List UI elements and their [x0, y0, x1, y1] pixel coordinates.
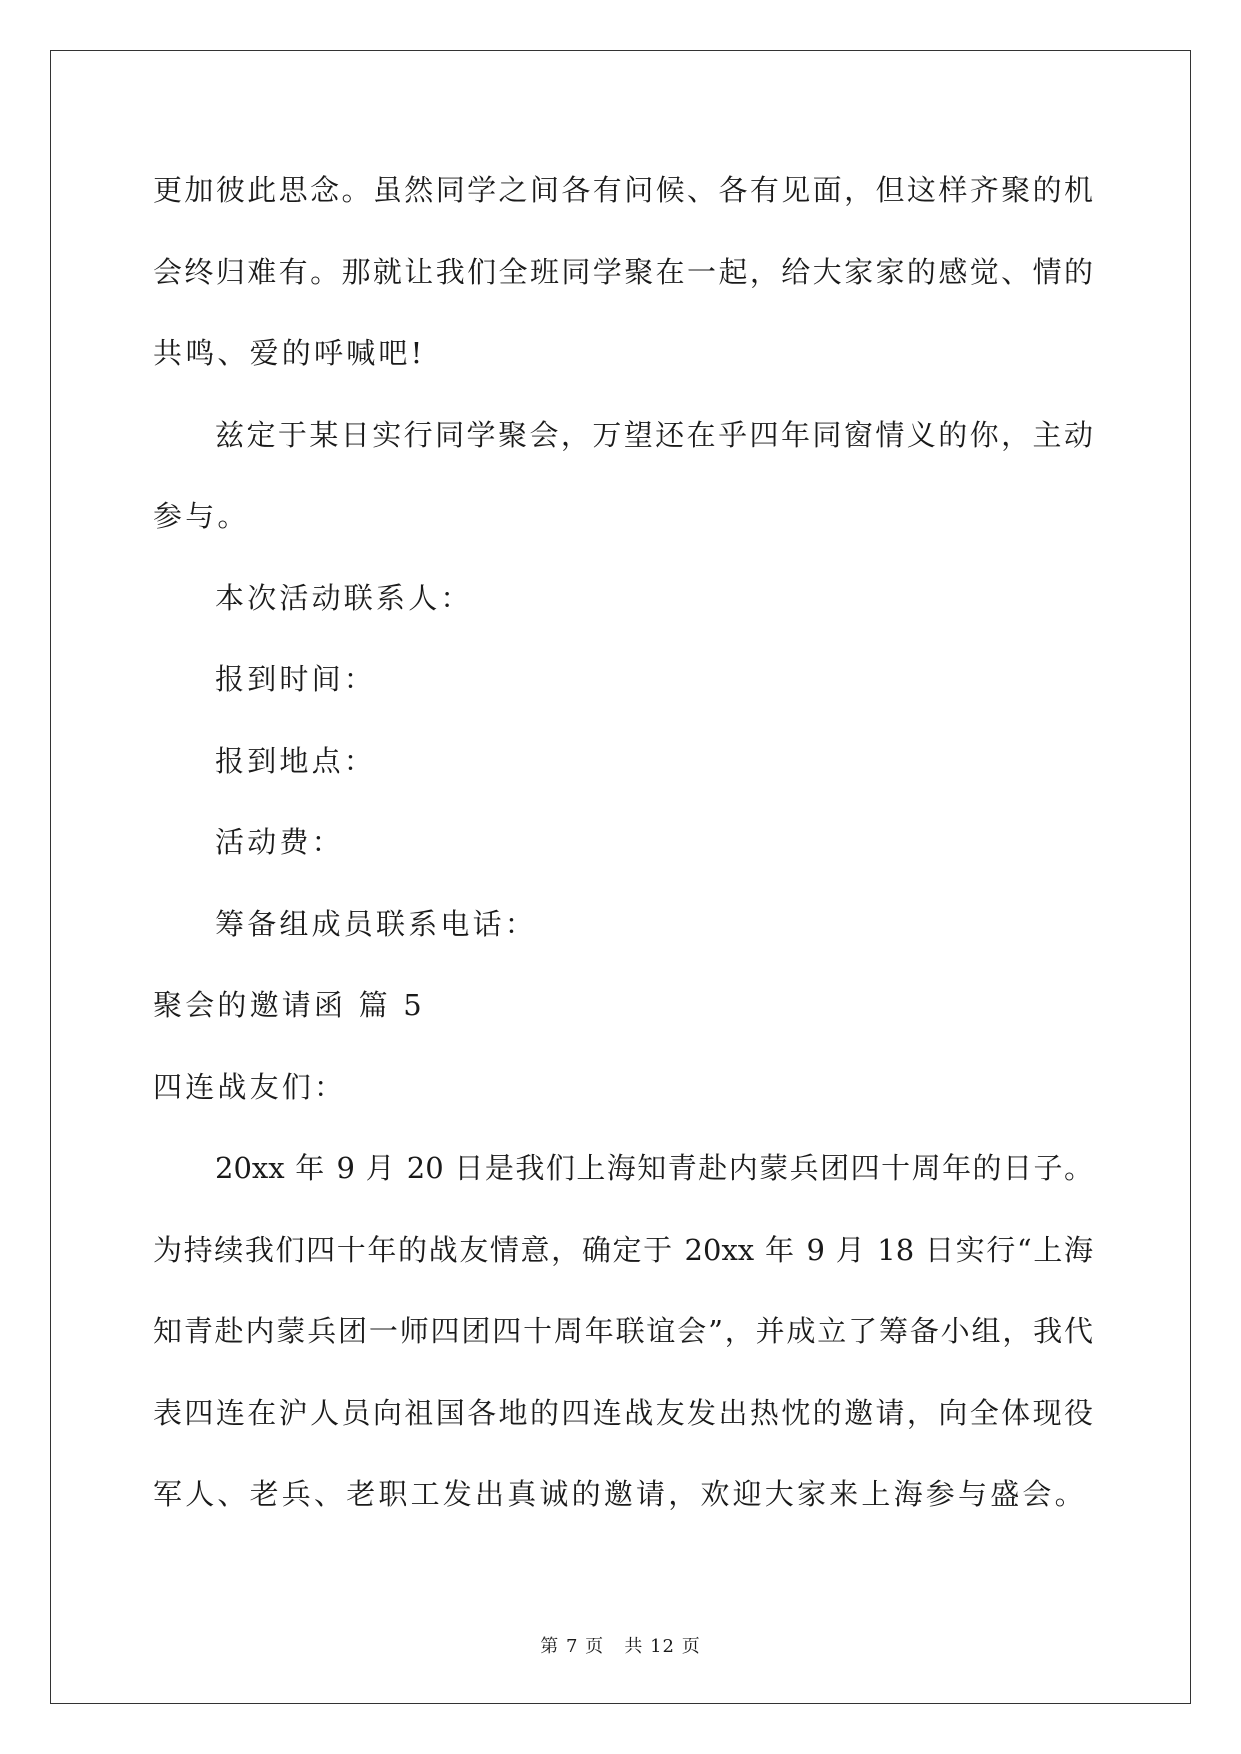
field-label-contact: 本次活动联系人： [215, 580, 473, 615]
text-line: 共鸣、爱的呼喊吧! [153, 336, 426, 370]
field-label-place: 报到地点： [215, 743, 377, 778]
document-body [153, 170, 1093, 1556]
text-line: 会终归难有。那就让我们全班同学聚在一起，给大家家的感觉、情的 [153, 254, 1093, 289]
text-line: 20xx 年 9 月 20 日是我们上海知青赴内蒙兵团四十周年的日子。 [215, 1151, 1093, 1185]
text-line: 为持续我们四十年的战友情意，确定于 20xx 年 9 月 18 日实行“上海 [153, 1232, 1093, 1267]
salutation: 四连战友们： [153, 1069, 347, 1104]
text-line: 表四连在沪人员向祖国各地的四连战友发出热忱的邀请，向全体现役 [153, 1395, 1093, 1430]
text-line: 更加彼此思念。虽然同学之间各有问候、各有见面，但这样齐聚的机 [153, 173, 1093, 207]
text-line: 军人、老兵、老职工发出真诚的邀请，欢迎大家来上海参与盛会。 [153, 1477, 1087, 1511]
field-label-phone: 筹备组成员联系电话： [215, 906, 538, 941]
page-number: 第 7 页 共 12 页 [540, 1636, 701, 1657]
field-label-time: 报到时间： [215, 662, 377, 696]
field-label-fee: 活动费： [215, 825, 344, 859]
text-line: 参与。 [153, 499, 250, 533]
text-line: 兹定于某日实行同学聚会，万望还在乎四年同窗情义的你，主动 [215, 417, 1093, 452]
text-line: 知青赴内蒙兵团一师四团四十周年联谊会”，并成立了筹备小组，我代 [153, 1314, 1093, 1348]
section-heading: 聚会的邀请函 篇 5 [153, 988, 425, 1022]
